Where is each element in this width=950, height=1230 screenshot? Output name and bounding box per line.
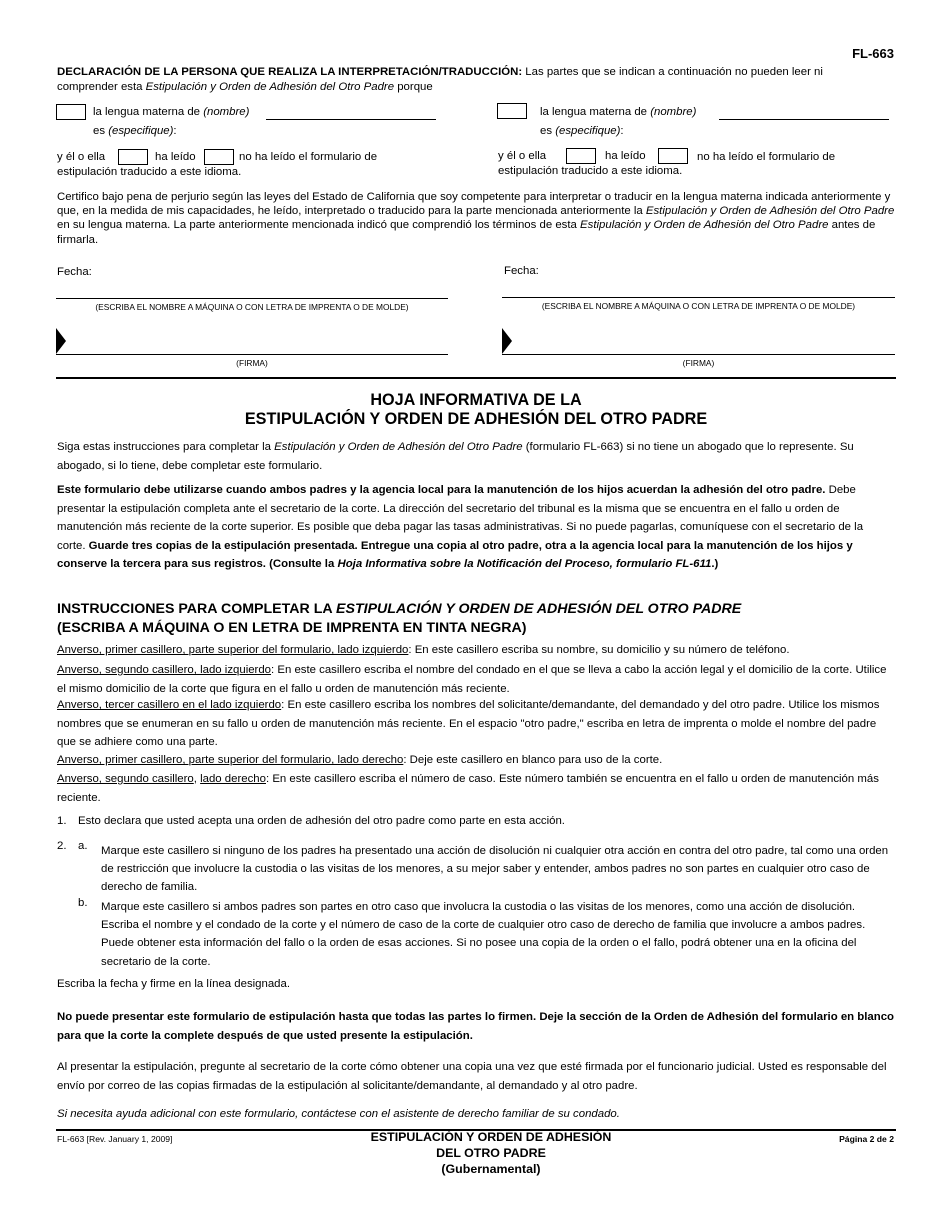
left-signature-caption: (FIRMA) [236, 358, 268, 368]
right-date-label: Fecha: [504, 265, 539, 277]
right-es-label: es (especifique): [540, 125, 624, 137]
left-signature-arrow-icon [56, 328, 66, 354]
left-yel-label: y él o ella [57, 151, 106, 163]
item-2b-text: Marque este casillero si ambos padres son partes en otro caso que involucra la custodia o las visitas de los menores, como una acción de disolución. Escriba el nombre y el condado de la corte y el número de caso de la corte de cualquier otro caso de derecho de familia que involucre a ambos padres. Puede obtener esta información del fallo o la orden de esas acciones. Si no posee una copia de la orden o el fallo, podrá obtener una en la oficina del secretario de la corte. [101, 901, 866, 968]
item-2a-letter: a. [78, 840, 88, 852]
right-lang-name-line[interactable] [719, 119, 889, 120]
right-lang-label: la lengua materna de (nombre) [540, 106, 697, 118]
help-note: Si necesita ayuda adicional con este formulario, contáctese con el asistente de derecho familiar de su condado. [57, 1108, 620, 1120]
right-not-read-checkbox[interactable] [658, 148, 688, 164]
right-estip-label: estipulación traducido a este idioma. [498, 165, 683, 177]
declaration-intro: DECLARACIÓN DE LA PERSONA QUE REALIZA LA INTERPRETACIÓN/TRADUCCIÓN: Las partes que se indican a continuación no pueden leer ni comprender esta Estipulación y Orden de Adhesión del Otro Padre porque [57, 66, 823, 93]
left-date-label: Fecha: [57, 266, 92, 278]
right-signature-caption: (FIRMA) [682, 358, 715, 368]
present-paragraph: Al presentar la estipulación, pregunte al secretario de la corte cómo obtener una copia una vez que esté firmada por el funcionario judicial. Usted es responsable del envío por correo de las copias firmadas de la estipulación al solicitante/demandante, al demandado y al otro padre. [57, 1061, 887, 1092]
info-paragraph-2: Este formulario debe utilizarse cuando ambos padres y la agencia local para la manutención de los hijos acuerdan la adhesión del otro padre. Debe presentar la estipulación completa ante el secretario de la corte. La dirección del secretario del tribunal es la misma que se encuentra en el fallo u orden de manutención más reciente de la corte superior. Es posible que deba pagar las tasas administrativas. Si no puede pagarlas, comuníquese con el secretario de la corte. Guarde tres copias de la estipulación presentada. Entregue una copia al otro padre, otra a la agencia local para la manutención de los hijos y conserve la tercera para sus registros. (Consulte la Hoja Informativa sobre la Notificación del Proceso, formulario FL-611.) [57, 484, 864, 571]
right-signature-arrow-icon [502, 328, 512, 354]
instruction-4: Anverso, primer casillero, parte superior del formulario, lado derecho: Deje este casillero en blanco para uso de la corte. [57, 754, 663, 766]
instructions-heading: INSTRUCCIONES PARA COMPLETAR LA ESTIPULACIÓN Y ORDEN DE ADHESIÓN DEL OTRO PADRE (ESCRIBA A MÁQUINA O EN LETRA DE IMPRENTA EN TINTA NEGRA) [57, 601, 742, 636]
item-2b-letter: b. [78, 897, 88, 909]
info-paragraph-1: Siga estas instrucciones para completar la Estipulación y Orden de Adhesión del Otro Padre (formulario FL-663) si no tiene un abogado que lo represente. Su abogado, si lo tiene, debe completar este formulario. [57, 441, 854, 472]
left-not-read-checkbox[interactable] [204, 149, 234, 165]
left-lang-label: la lengua materna de (nombre) [93, 106, 250, 118]
bold-note: No puede presentar este formulario de estipulación hasta que todas las partes lo firmen. Deje la sección de la Orden de Adhesión del formulario en blanco para que la corte la complete después de que usted presente la estipulación. [57, 1011, 895, 1042]
instruction-3: Anverso, tercer casillero en el lado izquierdo: En este casillero escriba los nombres del solicitante/demandante, del demandado y del otro padre. Utilice los mismos nombres que se enumeran en su fallo u orden de manutención más reciente. En el espacio "otro padre," escriba en letra de imprenta o molde el nombre del padre que se adhiere como una parte. [57, 699, 880, 749]
item-1-text: Esto declara que usted acepta una orden de adhesión del otro padre como parte en esta acción. [78, 815, 565, 827]
instruction-1: Anverso, primer casillero, parte superior del formulario, lado izquierdo: En este casillero escriba su nombre, su domicilio y su número de teléfono. [57, 644, 790, 656]
instruction-2: Anverso, segundo casillero, lado izquierdo: En este casillero escriba el nombre del condado en el que se lleva a cabo la acción legal y el domicilio de la corte. Utilice el mismo domicilio de la corte que figura en el fallo u orden de manutención más reciente. [57, 664, 887, 695]
left-es-label: es (especifique): [93, 125, 177, 137]
left-print-name-line[interactable] [56, 298, 448, 299]
instruction-5: Anverso, segundo casillero, lado derecho: En este casillero escriba el número de caso. Este número también se encuentra en el fallo u orden de manutención más reciente. [57, 773, 879, 804]
certify-paragraph: Certifico bajo pena de perjurio según las leyes del Estado de California que soy competente para interpretar o traducir en la lengua materna indicada anteriormente y que, en la medida de mis capacidades, he leído, interpretado o traducido para la parte mencionada anteriormente la Estipulación y Orden de Adhesión del Otro Padre en su lengua materna. La parte anteriormente mencionada indicó que comprendió los términos de esta Estipulación y Orden de Adhesión del Otro Padre antes de firmarla. [57, 191, 895, 246]
left-read-checkbox[interactable] [118, 149, 148, 165]
item-2-number: 2. [57, 840, 67, 852]
right-print-name-line[interactable] [502, 297, 895, 298]
item-2a-text: Marque este casillero si ninguno de los padres ha presentado una acción de disolución ni cualquier otra acción en contra del otro padre, tal como una orden de restricción que involucre la custodia o las visitas de los menores, a su mejor saber y entender, ambos padres no son partes en cualquier otro caso de derecho de familia. [101, 845, 889, 894]
left-estip-label: estipulación traducido a este idioma. [57, 166, 242, 178]
left-read-label: ha leído [155, 151, 196, 163]
left-print-caption: (ESCRIBA EL NOMBRE A MÁQUINA O CON LETRA DE IMPRENTA O DE MOLDE) [95, 302, 409, 312]
right-print-caption: (ESCRIBA EL NOMBRE A MÁQUINA O CON LETRA DE IMPRENTA O DE MOLDE) [541, 301, 856, 311]
left-language-checkbox[interactable] [56, 104, 86, 120]
left-not-read-label: no ha leído el formulario de [239, 151, 378, 163]
footer-revision: FL-663 [Rev. January 1, 2009] [57, 1134, 173, 1144]
left-lang-name-line[interactable] [266, 119, 436, 120]
right-yel-label: y él o ella [498, 150, 547, 162]
right-read-label: ha leído [605, 150, 646, 162]
sign-instruction: Escriba la fecha y firme en la línea designada. [57, 978, 291, 990]
right-signature-line[interactable] [502, 354, 895, 355]
right-not-read-label: no ha leído el formulario de [697, 151, 836, 163]
section-divider [56, 377, 896, 379]
left-signature-line[interactable] [56, 354, 448, 355]
info-title: HOJA INFORMATIVA DE LA ESTIPULACIÓN Y ORDEN DE ADHESIÓN DEL OTRO PADRE [244, 391, 708, 428]
form-id: FL-663 [852, 46, 894, 61]
right-language-checkbox[interactable] [497, 103, 527, 119]
right-read-checkbox[interactable] [566, 148, 596, 164]
item-1-number: 1. [57, 815, 67, 827]
footer-title: ESTIPULACIÓN Y ORDEN DE ADHESIÓN DEL OTRO PADRE (Gubernamental) [370, 1130, 612, 1176]
footer-page-number: Página 2 de 2 [839, 1134, 894, 1144]
